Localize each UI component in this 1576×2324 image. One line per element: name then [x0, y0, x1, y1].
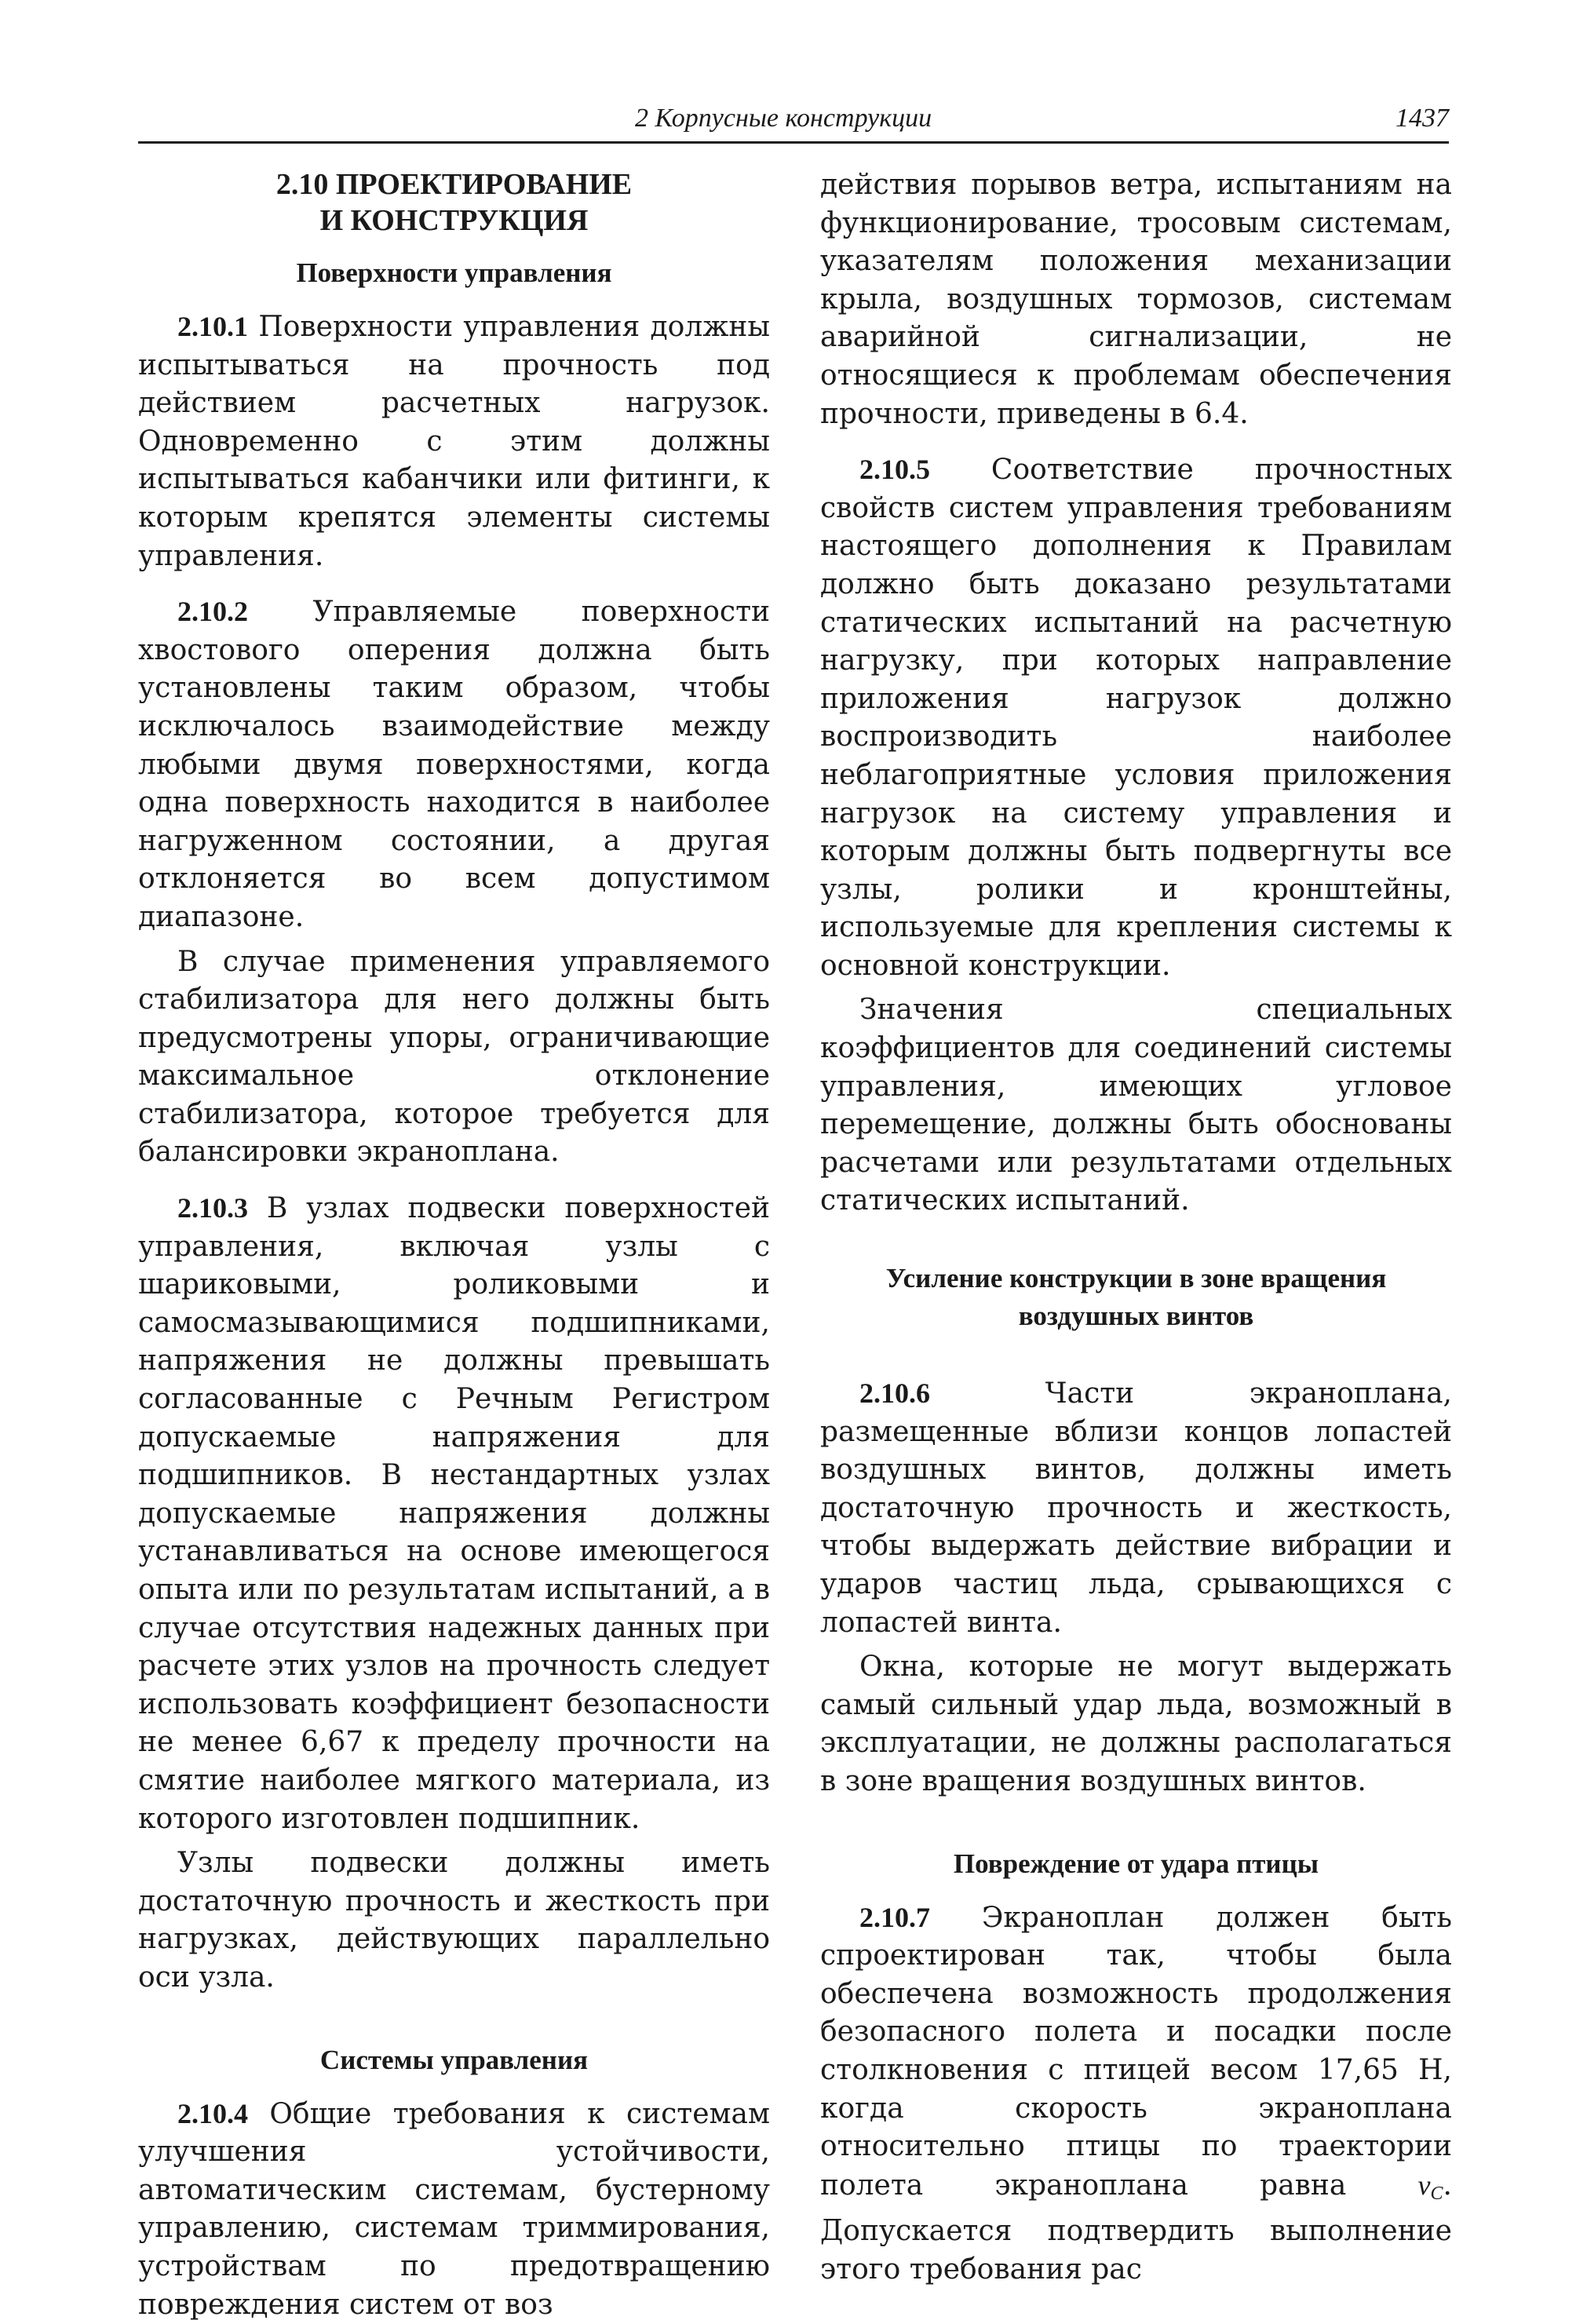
paragraph-2-10-4 — [138, 2095, 770, 2324]
left-column — [138, 166, 770, 2324]
paragraph-2-10-7 — [820, 1899, 1452, 2289]
paragraph-number: 2.10.5 — [859, 454, 930, 486]
paragraph-number: 2.10.1 — [177, 311, 248, 342]
paragraph-text: Общие требования к системам улучшения устойчивости, автоматическим системам, бустерному управлению, системам триммирования, устройствам по предотвращению повреждения систем от воз — [138, 2097, 770, 2321]
paragraph-number: 2.10.3 — [177, 1192, 248, 1224]
subsection-control-systems: Системы управления — [319, 2044, 589, 2075]
right-column — [820, 166, 1452, 2289]
paragraph-2-10-6-continued: Окна, которые не могут выдержать самый сильный удар льда, возможный в эксплуатации, не должны располагаться в зоне вращения воздушных винтов. — [820, 1651, 1452, 1797]
section-title — [138, 166, 770, 239]
paragraph-text: Экраноплан должен быть спроектирован так, чтобы была обеспечена возможность продолжения безопасного полета и посадки после столкновения с птицей весом 17,65 Н, когда скорость экраноплана относительно птицы по траектории полета экраноплана равна — [820, 1901, 1452, 2202]
paragraph-text: Соответствие прочностных свойств систем управления требованиям настоящего дополнения к Правилам должно быть доказано результатами статических испытаний на расчетную нагрузку, при которых направление приложения нагрузок должно воспроизводить наиболее неблагоприятные условия приложения нагрузок на систему управления и которым должны быть подвергнуты все узлы, ролики и кронштейны, используемые для крепления системы к основной конструкции. — [820, 454, 1452, 982]
paragraph-text: В узлах подвески поверхностей управления, включая узлы с шариковыми, роликовыми и самосмазывающимися подшипниками, напряжения не должны превышать согласованные с Речным Регистром допускаемые напряжения для подшипников. В нестандартных узлах допускаемые напряжения должны устанавливаться на основе имеющегося опыта или по результатам испытаний, а в случае отсутствия надежных данных при расчете этих узлов на прочность следует использовать коэффициент безопасности не менее 6,67 к пределу прочности на смятие наиболее мягкого материала, из которого изготовлен подшипник. — [138, 1192, 770, 1835]
page-number: 1437 — [1395, 104, 1449, 133]
paragraph-text: Управляемые поверхности хвостового оперения должна быть установлены таким образом, чтобы исключалось взаимодействие между любыми двумя поверхностями, когда одна поверхность находится в наиболее нагруженном состоянии, а другая отклоняется во всем допустимом диапазоне. — [138, 596, 770, 933]
paragraph-2-10-4-continued: действия порывов ветра, испытаниям на функционирование, тросовым системам, указателям положения механизации крыла, воздушных тормозов, системам аварийной сигнализации, не относящиеся к проблемам обеспечения прочности, приведены в 6.4. — [820, 169, 1452, 430]
paragraph-2-10-2 — [138, 593, 770, 936]
paragraph-number: 2.10.7 — [859, 1901, 930, 1933]
paragraph-number: 2.10.4 — [177, 2097, 248, 2129]
paragraph-text: Поверхности управления должны испытываться на прочность под действием расчетных нагрузок. Одновременно с этим должны испытываться кабанчики или фитинги, к которым крепятся элементы системы управления. — [138, 311, 770, 572]
paragraph-2-10-6 — [820, 1374, 1452, 1642]
running-header — [138, 104, 1449, 144]
paragraph-2-10-5 — [820, 451, 1452, 985]
paragraph-number: 2.10.6 — [859, 1377, 930, 1410]
paragraph-2-10-5-continued: Значения специальных коэффициентов для соединений системы управления, имеющих угловое перемещение, должны быть обоснованы расчетами или результатами отдельных статических испытаний. — [820, 994, 1452, 1217]
paragraph-text: Части экраноплана, размещенные вблизи концов лопастей воздушных винтов, должны иметь достаточную прочность и жесткость, чтобы выдержать действие вибрации и ударов частиц льда, срывающихся с лопастей винта. — [820, 1377, 1452, 1639]
velocity-subscript: C — [1430, 2183, 1443, 2204]
paragraph-number: 2.10.2 — [177, 596, 248, 628]
subsection-bird-strike: Повреждение от удара птицы — [953, 1848, 1319, 1879]
paragraph-2-10-1 — [138, 308, 770, 575]
velocity-symbol — [1417, 2169, 1443, 2204]
subsection-propeller-zone: Усиление конструкции в зоне вращения воздушных винтов — [885, 1263, 1387, 1332]
velocity-letter: v — [1417, 2169, 1431, 2201]
subsection-control-surfaces: Поверхности управления — [296, 257, 612, 288]
section-title-line1: 2.10 ПРОЕКТИРОВАНИЕ — [275, 168, 633, 201]
paragraph-2-10-3 — [138, 1189, 770, 1838]
paragraph-2-10-2-continued: В случае применения управляемого стабилизатора для него должны быть предусмотрены упоры, ограничивающие максимальное отклонение стабилизатора, которое требуется для балансировки экраноплана. — [138, 945, 770, 1169]
section-title-line2: И КОНСТРУКЦИЯ — [319, 204, 589, 237]
chapter-title: 2 Корпусные конструкции — [635, 104, 932, 133]
paragraph-text-after: . Допускается подтвердить выполнение этого требования рас — [820, 2169, 1452, 2286]
paragraph-2-10-3-continued: Узлы подвески должны иметь достаточную прочность и жесткость при нагрузках, действующих параллельно оси узла. — [138, 1847, 770, 1994]
